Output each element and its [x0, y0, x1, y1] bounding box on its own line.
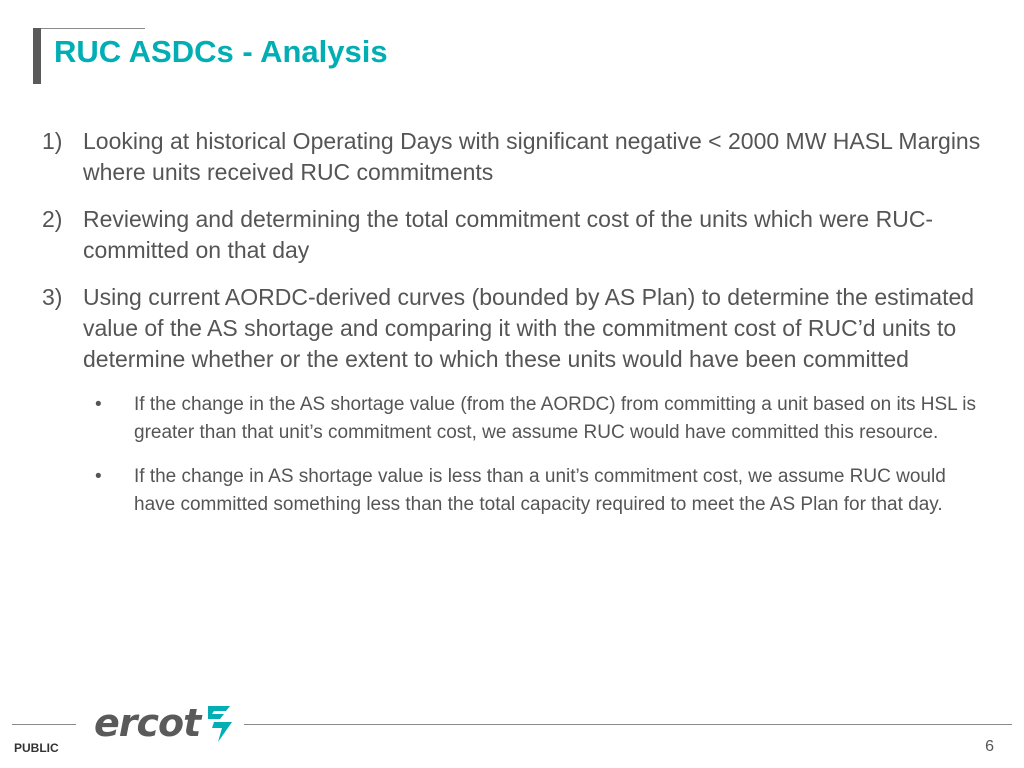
slide-content: [42, 126, 982, 535]
footer-rule-left: [12, 724, 76, 725]
title-top-rule: [41, 28, 145, 29]
title-accent-bar: [33, 28, 41, 84]
bullet-text: If the change in AS shortage value is less than a unit’s commitment cost, we assume RUC would have committed something less than the total capacity required to meet the AS Plan for that day.: [134, 466, 946, 515]
item-text: Reviewing and determining the total commitment cost of the units which were RUC-committed on that day: [83, 206, 934, 263]
logo-wordmark: ercot: [94, 701, 201, 745]
item-text: Looking at historical Operating Days with significant negative < 2000 MW HASL Margins where units received RUC commitments: [83, 128, 981, 185]
item-number: 2): [42, 206, 63, 232]
sub-bullet-1: [42, 391, 982, 446]
footer-rule-right: [244, 724, 1012, 725]
bullet-marker: •: [95, 466, 102, 487]
item-text: Using current AORDC-derived curves (bounded by AS Plan) to determine the estimated value of the AS shortage and comparing it with the commitment cost of RUC’d units to determine whether or the extent to which these units would have been committed: [83, 284, 975, 372]
numbered-item-1: [42, 126, 982, 188]
item-number: 1): [42, 128, 63, 154]
ercot-bolt-icon: [204, 700, 234, 746]
bullet-text: If the change in the AS shortage value (from the AORDC) from committing a unit based on its HSL is greater than that unit’s commitment cost, we assume RUC would have committed this resource.: [134, 394, 977, 443]
classification-label: PUBLIC: [14, 741, 59, 755]
ercot-logo: [94, 700, 234, 746]
bullet-marker: •: [95, 394, 102, 415]
sub-bullet-2: [42, 463, 982, 518]
numbered-item-3: [42, 282, 982, 375]
item-number: 3): [42, 284, 63, 310]
numbered-item-2: [42, 204, 982, 266]
slide-title: RUC ASDCs - Analysis: [54, 34, 388, 69]
page-number: 6: [985, 738, 994, 755]
sub-bullet-list: [42, 391, 982, 518]
